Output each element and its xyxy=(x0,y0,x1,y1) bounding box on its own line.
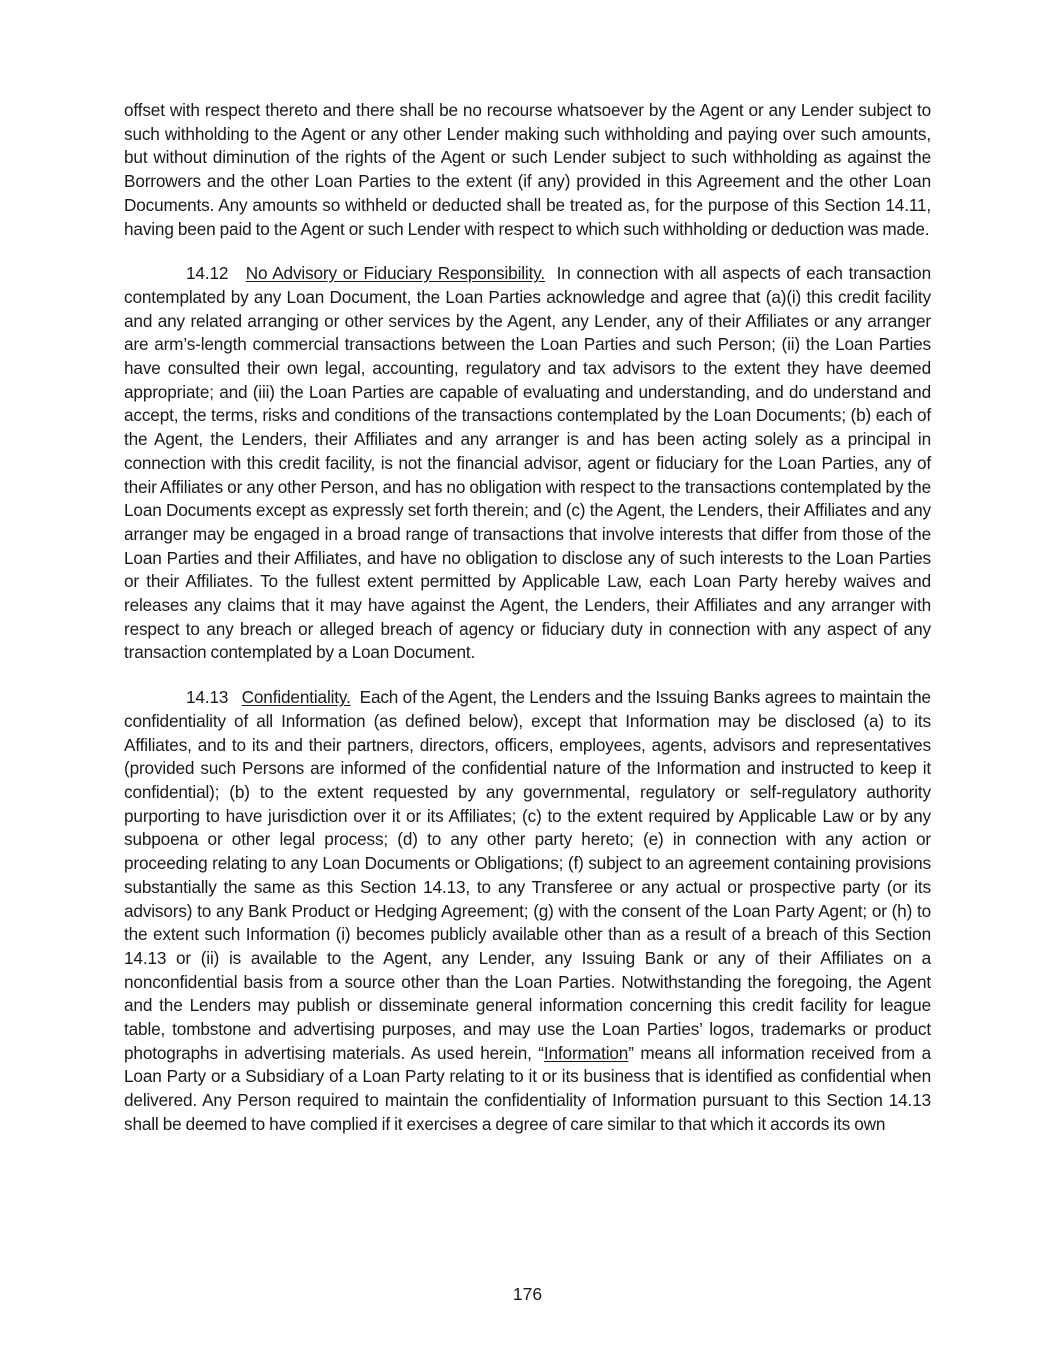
section-14-12-paragraph xyxy=(124,262,931,665)
paragraph-gap xyxy=(124,241,931,262)
section-14-13-number: 14.13 xyxy=(186,687,229,708)
section-14-12-number: 14.12 xyxy=(186,263,229,284)
paragraph-gap xyxy=(124,665,931,686)
section-14-13-body-part-2: ” means all information received from a Loan Party or a Subsidiary of a Loan Party relating to it or its business that is identified as confidential when delivered. Any Person required to maintain the confidentiality of Information pursuant to this Section 14.13 shall be deemed to have complied if it exercises a degree of care similar to that which it accords its own xyxy=(124,1042,932,1134)
continuation-paragraph: offset with respect thereto and there shall be no recourse whatsoever by the Agent or any Lender subject to such withholding to the Agent or any other Lender making such withholding and paying over such amounts, but without diminution of the rights of the Agent or such Lender subject to such withholding as against the Borrowers and the other Loan Parties to the extent (if any) provided in this Agreement and the other Loan Documents. Any amounts so withheld or deducted shall be treated as, for the purpose of this Section 14.11, having been paid to the Agent or such Lender with respect to which such withholding or deduction was made. xyxy=(124,100,931,239)
section-14-13-paragraph xyxy=(124,686,931,1136)
page-number: 176 xyxy=(512,1284,543,1304)
document-page xyxy=(124,99,931,1137)
section-14-13-heading: Confidentiality. xyxy=(241,687,351,708)
section-14-12-heading: No Advisory or Fiduciary Responsibility. xyxy=(245,263,546,284)
section-14-13-body-part-1: Each of the Agent, the Lenders and the Issuing Banks agrees to maintain the confidentiality of all Information (as defined below), except that Information may be disclosed (a) to its Affiliates, and to its and their partners, directors, officers, employees, agents, advisors and representatives (provided such Persons are informed of the confidential nature of the Information and instructed to keep it confidential); (b) to the extent requested by any governmental, regulatory or self-regulatory authority purporting to have jurisdiction over it or its Affiliates; (c) to the extent required by Applicable Law or by any subpoena or other legal process; (d) to any other party hereto; (e) in connection with any action or proceeding relating to any Loan Documents or Obligations; (f) subject to an agreement containing provisions substantially the same as this Section 14.13, to any Transferee or any actual or prospective party (or its advisors) to any Bank Product or Hedging Agreement; (g) with the consent of the Loan Party Agent; or (h) to the extent such Information (i) becomes publicly available other than as a result of a breach of this Section 14.13 or (ii) is available to the Agent, any Lender, any Issuing Bank or any of their Affiliates on a nonconfidential basis from a source other than the Loan Parties. Notwithstanding the foregoing, the Agent and the Lenders may publish or disseminate general information concerning this credit facility for league table, tombstone and advertising purposes, and may use the Loan Parties’ logos, trademarks or product photographs in advertising materials. As used herein, “ xyxy=(124,687,931,1063)
defined-term-information: Information xyxy=(543,1042,629,1063)
section-14-12-body: In connection with all aspects of each transaction contemplated by any Loan Document, the Loan Parties acknowledge and agree that (a)(i) this credit facility and any related arranging or other services by the Agent, any Lender, any of their Affiliates or any arranger are arm’s-length commercial transactions between the Loan Parties and such Person; (ii) the Loan Parties have consulted their own legal, accounting, regulatory and tax advisors to the extent they have deemed appropriate; and (iii) the Loan Parties are capable of evaluating and understanding, and do understand and accept, the terms, risks and conditions of the transactions contemplated by the Loan Documents; (b) each of the Agent, the Lenders, their Affiliates and any arranger is and has been acting solely as a principal in connection with this credit facility, is not the financial advisor, agent or fiduciary for the Loan Parties, any of their Affiliates or any other Person, and has no obligation with respect to the transactions contemplated by the Loan Documents except as expressly set forth therein; and (c) the Agent, the Lenders, their Affiliates and any arranger may be engaged in a broad range of transactions that involve interests that differ from those of the Loan Parties and their Affiliates, and have no obligation to disclose any of such interests to the Loan Parties or their Affiliates. To the fullest extent permitted by Applicable Law, each Loan Party hereby waives and releases any claims that it may have against the Agent, the Lenders, their Affiliates and any arranger with respect to any breach or alleged breach of agency or fiduciary duty in connection with any aspect of any transaction contemplated by a Loan Document. xyxy=(124,263,931,663)
